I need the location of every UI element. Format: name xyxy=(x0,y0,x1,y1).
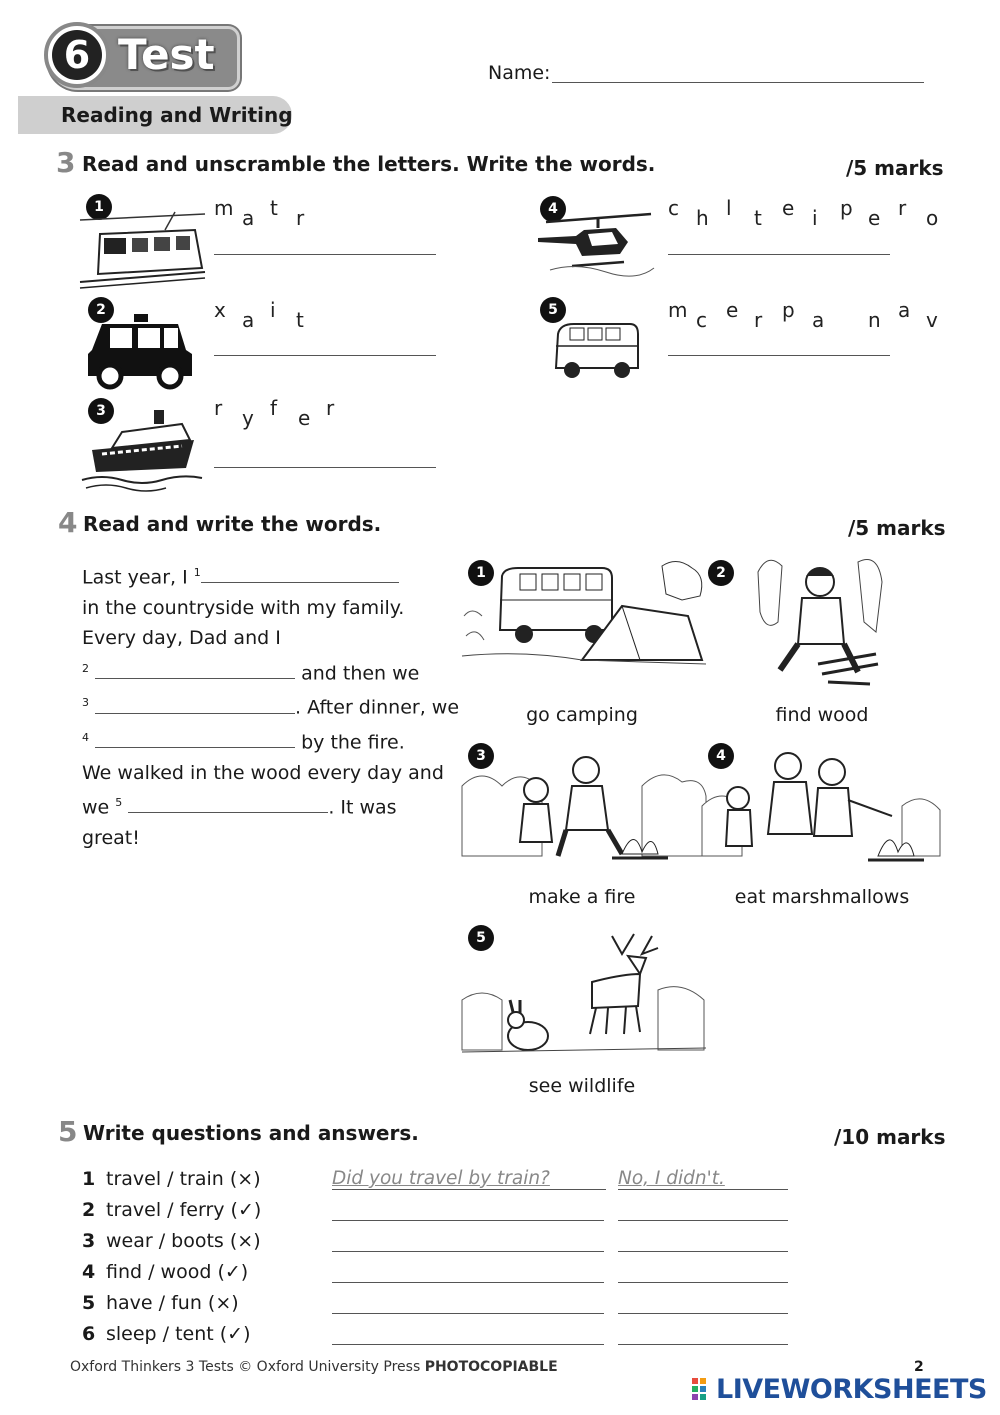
marshmallows-image xyxy=(702,746,940,872)
ex3-letters-1: m a t r xyxy=(214,196,305,230)
ex5-prompt-row: 3 wear / boots (×) xyxy=(82,1230,261,1252)
taxi-image xyxy=(86,314,194,388)
ex3-item-number: 4 xyxy=(540,196,566,222)
ex3-marks: /5 marks xyxy=(846,156,944,180)
test-title: Test xyxy=(118,30,215,79)
ex3-letters-4: c h l t e i p e r o xyxy=(668,196,939,230)
ex5-answer-line-4[interactable] xyxy=(618,1282,788,1283)
ex3-answer-line-5[interactable] xyxy=(668,355,890,356)
ex4-caption: eat marshmallows xyxy=(734,886,910,908)
ex4-caption: find wood xyxy=(775,704,869,726)
ex5-answer-line-3[interactable] xyxy=(618,1251,788,1252)
ex4-caption: see wildlife xyxy=(528,1075,636,1097)
ex3-item-number: 2 xyxy=(88,297,114,323)
ex5-answer-line-1[interactable] xyxy=(618,1189,788,1190)
ex5-prompt-row: 4 find / wood (✓) xyxy=(82,1261,249,1283)
ex3-letters-2: x a i t xyxy=(214,298,304,332)
ex5-marks: /10 marks xyxy=(834,1125,946,1149)
ex5-title: Write questions and answers. xyxy=(83,1121,419,1145)
wildlife-image xyxy=(462,930,706,1064)
find-wood-image xyxy=(758,552,884,692)
ex3-item-number: 5 xyxy=(540,297,566,323)
ex5-question-line-4[interactable] xyxy=(332,1282,604,1283)
ex3-answer-line-4[interactable] xyxy=(668,254,890,255)
ex5-answer-line-2[interactable] xyxy=(618,1220,788,1221)
ex3-letters-5: m c e r p a n a v xyxy=(668,298,938,332)
ex3-answer-line-1[interactable] xyxy=(214,254,436,255)
name-input-line[interactable] xyxy=(552,82,924,83)
ex3-title: Read and unscramble the letters. Write the words. xyxy=(82,152,656,176)
ex5-question-line-6[interactable] xyxy=(332,1344,604,1345)
unit-number: 6 xyxy=(52,30,102,80)
ex4-picture-number: 2 xyxy=(708,560,734,586)
ex3-letters-3: r y f e r xyxy=(214,396,335,430)
name-label: Name: xyxy=(488,62,551,84)
liveworksheets-logo-icon xyxy=(692,1378,714,1402)
ex4-picture-number: 5 xyxy=(468,925,494,951)
ex3-answer-line-2[interactable] xyxy=(214,355,436,356)
ex4-picture-number: 1 xyxy=(468,560,494,586)
ex5-answer-line-5[interactable] xyxy=(618,1313,788,1314)
ex5-number: 5 xyxy=(58,1115,78,1148)
liveworksheets-logo[interactable]: LIVEWORKSHEETS xyxy=(716,1374,987,1405)
tram-image xyxy=(80,208,205,288)
ex3-item-number: 3 xyxy=(88,398,114,424)
campervan-image xyxy=(554,322,640,382)
ex4-picture-number: 4 xyxy=(708,743,734,769)
page-number: 2 xyxy=(914,1359,924,1375)
section-bar-label: Reading and Writing xyxy=(61,103,293,127)
ex4-picture-number: 3 xyxy=(468,743,494,769)
ex5-answer-example: No, I didn't. xyxy=(618,1168,725,1189)
ex5-question-line-5[interactable] xyxy=(332,1313,604,1314)
ferry-image xyxy=(82,404,202,492)
ex4-gap-4[interactable] xyxy=(95,729,295,748)
camping-image xyxy=(462,556,706,676)
unit-number-badge xyxy=(44,22,110,88)
ex4-gap-3[interactable] xyxy=(95,695,295,714)
helicopter-image xyxy=(536,208,656,278)
ex5-prompt-row: 1 travel / train (×) xyxy=(82,1168,261,1190)
make-fire-image xyxy=(462,746,706,872)
ex5-question-line-2[interactable] xyxy=(332,1220,604,1221)
ex4-gap-5[interactable] xyxy=(128,794,328,813)
ex5-question-example: Did you travel by train? xyxy=(332,1168,550,1189)
ex3-item-number: 1 xyxy=(86,194,112,220)
ex4-text: Last year, I $^1$ in the countryside with my family. Every day, Dad and I $^2$ and then we $^3$ . After dinner, we $^4$ by the fire. We walked in the wood every day and we $^5$ . It was great! xyxy=(82,566,460,849)
ex4-number: 4 xyxy=(58,506,78,539)
ex5-prompt-row: 6 sleep / tent (✓) xyxy=(82,1323,251,1345)
ex4-caption: go camping xyxy=(526,704,638,726)
ex3-answer-line-3[interactable] xyxy=(214,467,436,468)
ex5-question-line-3[interactable] xyxy=(332,1251,604,1252)
ex4-gap-1[interactable] xyxy=(201,564,399,583)
ex5-prompt-row: 5 have / fun (×) xyxy=(82,1292,239,1314)
ex4-gap-2[interactable] xyxy=(95,660,295,679)
ex5-answer-line-6[interactable] xyxy=(618,1344,788,1345)
ex4-caption: make a fire xyxy=(528,886,636,908)
ex5-prompt-row: 2 travel / ferry (✓) xyxy=(82,1199,262,1221)
ex4-title: Read and write the words. xyxy=(83,512,382,536)
ex4-marks: /5 marks xyxy=(848,516,946,540)
ex3-number: 3 xyxy=(56,146,76,179)
ex5-question-line-1[interactable] xyxy=(332,1189,606,1190)
footer-copyright: Oxford Thinkers 3 Tests © Oxford University Press PHOTOCOPIABLE xyxy=(70,1359,558,1375)
